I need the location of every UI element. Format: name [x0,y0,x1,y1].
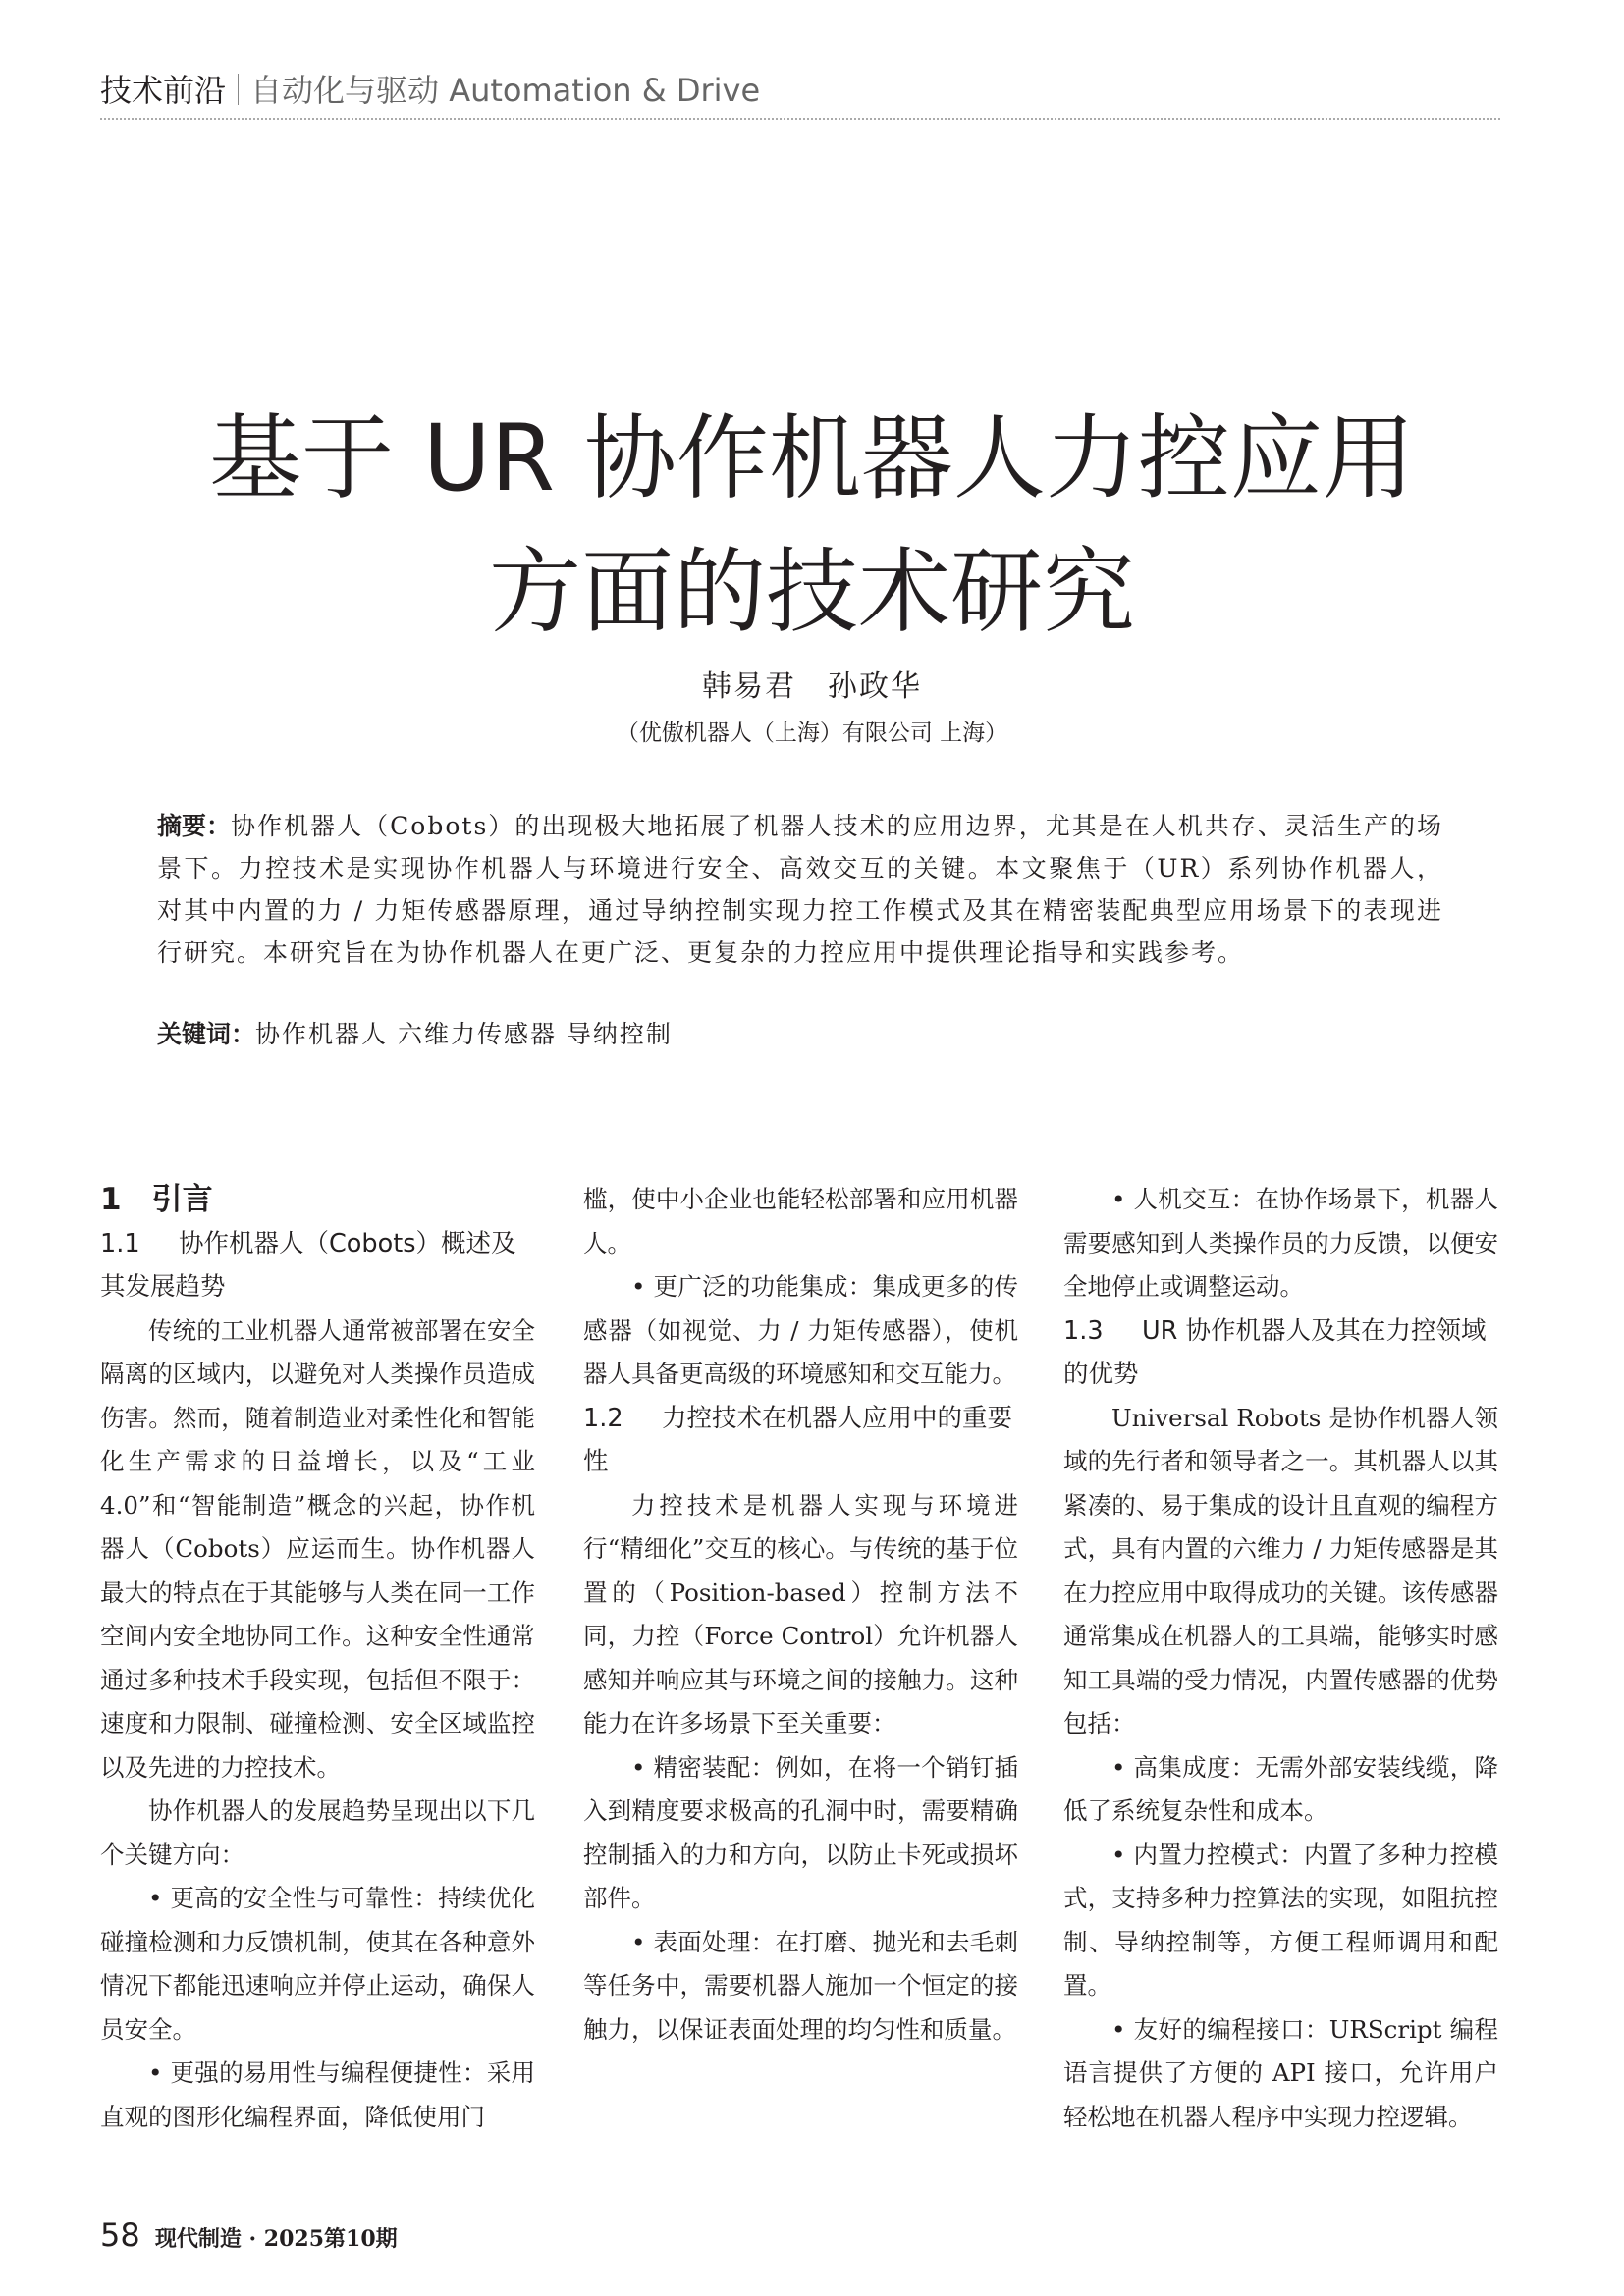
subsection-title: 协作机器人（Cobots）概述及其发展趋势 [100,1228,516,1302]
bullet-item: • 友好的编程接口：URScript 编程语言提供了方便的 API 接口，允许用户轻松地在机器人程序中实现力控逻辑。 [1063,2014,1498,2131]
column-3 [1063,1178,1498,2139]
article-title [0,393,1624,660]
keywords-text: 协作机器人 六维力传感器 导纳控制 [255,1020,673,1048]
subsection-heading [1063,1309,1498,1397]
header-section: 技术前沿 [100,72,227,109]
bullet-item: • 高集成度：无需外部安装线缆，降低了系统复杂性和成本。 [1063,1752,1498,1825]
subsection-number: 1.3 [1063,1315,1104,1346]
journal-issue: 现代制造 · 2025第10期 [154,2226,398,2252]
keywords-label: 关键词： [157,1020,256,1048]
paragraph-continued: 槛，使中小企业也能轻松部署和应用机器人。 [583,1185,1018,1257]
paragraph: 力控技术是机器人实现与环境进行“精细化”交互的核心。与传统的基于位置的（Position-based）控制方法不同，力控（Force Control）允许机器人感知并响应其与环境之间的接触力。这种能力在许多场景下至关重要： [583,1490,1018,1737]
title-line-2: 方面的技术研究 [488,539,1135,646]
bullet-item: • 人机交互：在协作场景下，机器人需要感知到人类操作员的力反馈，以便安全地停止或调整运动。 [1063,1185,1498,1301]
subsection-number: 1.1 [100,1228,140,1258]
affiliation: （优傲机器人（上海）有限公司 上海） [616,721,1008,746]
bullet-item: • 更高的安全性与可靠性：持续优化碰撞检测和力反馈机制，使其在各种意外情况下都能迅速响应并停止运动，确保人员安全。 [100,1884,535,2044]
bullet-item: • 内置力控模式：内置了多种力控模式，支持多种力控算法的实现，如阻抗控制、导纳控制等，方便工程师调用和配置。 [1063,1840,1498,2000]
header-column: 自动化与驱动 Automation & Drive [250,72,761,109]
header-divider [238,74,239,105]
running-header [100,71,760,110]
authors: 韩易君 孙政华 [702,669,922,704]
bullet-item: • 精密装配：例如，在将一个销钉插入到精度要求极高的孔洞中时，需要精确控制插入的力和方向，以防止卡死或损坏部件。 [583,1752,1018,1912]
subsection-title: 力控技术在机器人应用中的重要性 [583,1403,1013,1476]
page-footer [100,2216,398,2254]
paragraph: 协作机器人的发展趋势呈现出以下几个关键方向： [100,1796,535,1869]
column-1 [100,1178,535,2139]
bullet-item: • 表面处理：在打磨、抛光和去毛刺等任务中，需要机器人施加一个恒定的接触力，以保证表面处理的均匀性和质量。 [583,1927,1018,2044]
abstract-text: 协作机器人（Cobots）的出现极大地拓展了机器人技术的应用边界，尤其是在人机共存、灵活生产的场景下。力控技术是实现协作机器人与环境进行安全、高效交互的关键。本文聚焦于（UR）系列协作机器人，对其中内置的力 / 力矩传感器原理，通过导纳控制实现力控工作模式及其在精密装配典型应用场景下的表现进行研究。本研究旨在为协作机器人在更广泛、更复杂的力控应用中提供理论指导和实践参考。 [157,812,1443,967]
page-number: 58 [100,2216,140,2254]
column-2 [583,1178,1018,2052]
subsection-number: 1.2 [583,1403,623,1433]
section-heading: 1 引言 [100,1182,213,1217]
abstract-label: 摘要： [157,812,232,840]
bullet-item: • 更广泛的功能集成：集成更多的传感器（如视觉、力 / 力矩传感器），使机器人具备更高级的环境感知和交互能力。 [583,1272,1018,1388]
keywords [157,1013,673,1055]
title-line-1: 基于 UR 协作机器人力控应用 [209,405,1415,512]
subsection-title: UR 协作机器人及其在力控领域的优势 [1063,1315,1487,1389]
subsection-heading [583,1397,1018,1484]
abstract [157,805,1443,974]
subsection-heading [100,1222,535,1309]
paragraph: Universal Robots 是协作机器人领域的先行者和领导者之一。其机器人以其紧凑的、易于集成的设计且直观的编程方式，具有内置的六维力 / 力矩传感器是其在力控应用中取得成功的关键。该传感器通常集成在机器人的工具端，能够实时感知工具端的受力情况，内置传感器的优势包括： [1063,1403,1498,1737]
header-rule [100,118,1500,120]
paragraph: 传统的工业机器人通常被部署在安全隔离的区域内，以避免对人类操作员造成伤害。然而，随着制造业对柔性化和智能化生产需求的日益增长，以及“工业 4.0”和“智能制造”概念的兴起，协作机器人（Cobots）应运而生。协作机器人最大的特点在于其能够与人类在同一工作空间内安全地协同工作。这种安全性通常通过多种技术手段实现，包括但不限于：速度和力限制、碰撞检测、安全区域监控以及先进的力控技术。 [100,1315,535,1782]
bullet-item: • 更强的易用性与编程便捷性：采用直观的图形化编程界面，降低使用门 [100,2058,535,2131]
